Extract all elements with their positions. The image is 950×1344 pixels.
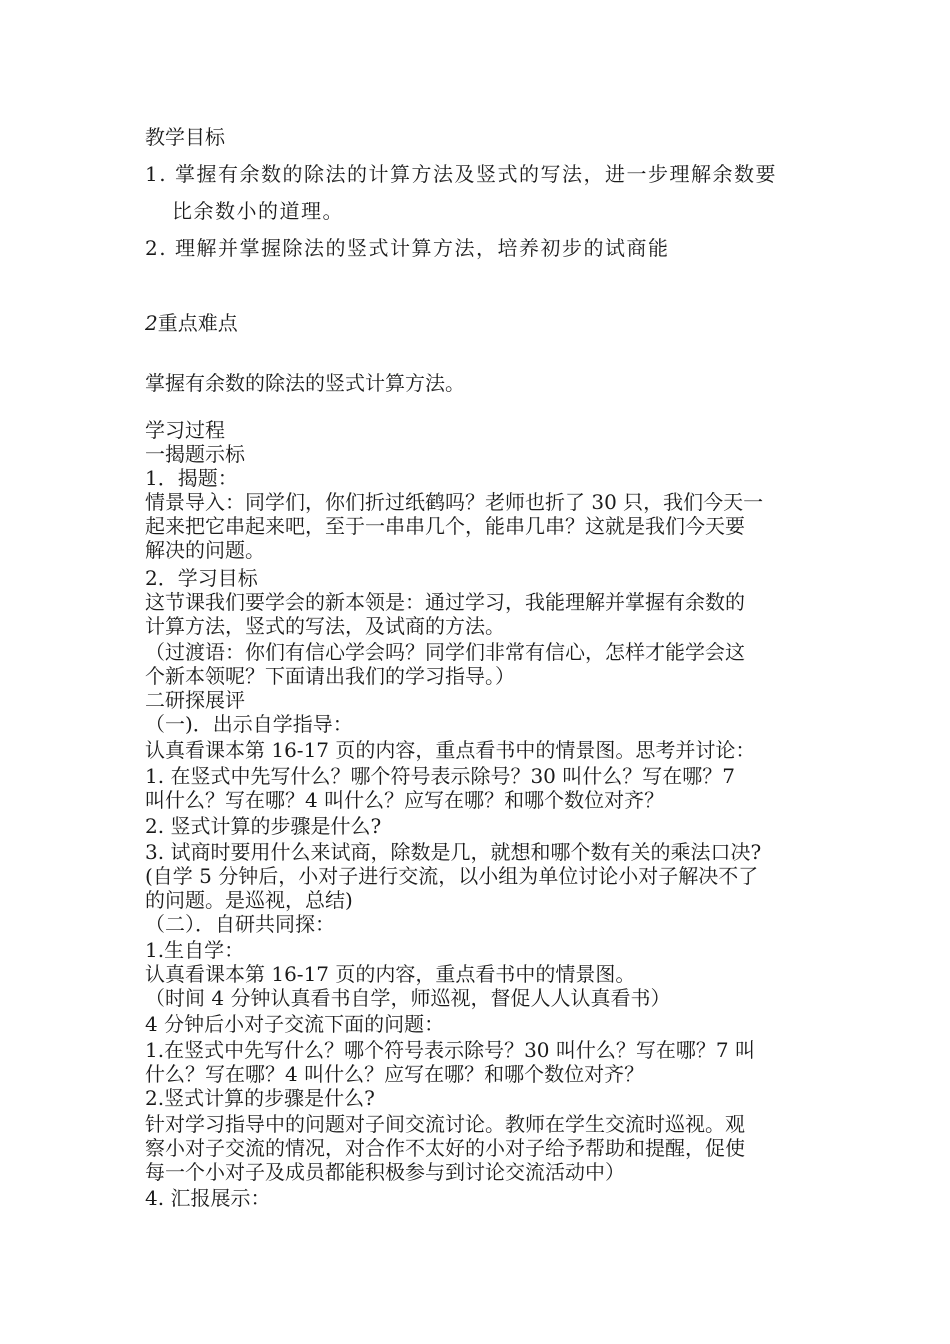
process-line: 1.生自学： — [145, 938, 245, 962]
process-line: （二）．自研共同探： — [145, 912, 335, 936]
heading-key-points — [145, 311, 238, 335]
process-line: 1. 在竖式中先写什么？哪个符号表示除号？30 叫什么？写在哪？7 — [145, 764, 735, 788]
process-line: 1．揭题： — [145, 466, 238, 490]
key-points-number: 2 — [145, 311, 158, 335]
process-line: 每一个小对子及成员都能积极参与到讨论交流活动中） — [145, 1160, 625, 1184]
process-line: 认真看课本第 16-17 页的内容，重点看书中的情景图。思考并讨论： — [145, 738, 756, 762]
process-line: 二研探展评 — [145, 688, 245, 712]
process-line: 2. 竖式计算的步骤是什么? — [145, 814, 382, 838]
process-line: 针对学习指导中的问题对子间交流讨论。教师在学生交流时巡视。观 — [145, 1112, 745, 1136]
process-line: 个新本领呢？下面请出我们的学习指导。） — [145, 664, 515, 688]
process-line: 情景导入：同学们，你们折过纸鹤吗？老师也折了 30 只，我们今天一 — [145, 490, 764, 514]
key-points-body: 掌握有余数的除法的竖式计算方法。 — [145, 371, 465, 395]
key-points-label: 重点难点 — [157, 311, 238, 335]
process-line: 起来把它串起来吧，至于一串串几个，能串几串？这就是我们今天要 — [145, 514, 745, 538]
heading-learning-process: 学习过程 — [145, 418, 225, 442]
goal-item-1-line-1: 1. 掌握有余数的除法的计算方法及竖式的写法，进一步理解余数要 — [145, 162, 777, 186]
process-line: 4 分钟后小对子交流下面的问题： — [145, 1012, 445, 1036]
process-line: 察小对子交流的情况，对合作不太好的小对子给予帮助和提醒，促使 — [145, 1136, 745, 1160]
process-line: 的问题。是巡视，总结) — [145, 888, 353, 912]
heading-teaching-goals: 教学目标 — [145, 125, 225, 149]
process-line: 2．学习目标 — [145, 566, 258, 590]
goal-item-2: 2. 理解并掌握除法的竖式计算方法，培养初步的试商能 — [145, 236, 670, 260]
process-line: 2.竖式计算的步骤是什么? — [145, 1086, 375, 1110]
process-line: 解决的问题。 — [145, 538, 265, 562]
process-line: 一揭题示标 — [145, 442, 245, 466]
process-line: 1.在竖式中先写什么？哪个符号表示除号？30 叫什么？写在哪？7 叫 — [145, 1038, 755, 1062]
process-line: 3. 试商时要用什么来试商，除数是几，就想和哪个数有关的乘法口决? — [145, 840, 762, 864]
process-line: 4. 汇报展示： — [145, 1186, 271, 1210]
process-line: （时间 4 分钟认真看书自学，师巡视，督促人人认真看书） — [145, 986, 671, 1010]
process-line: （一)．出示自学指导： — [145, 712, 353, 736]
process-line: 认真看课本第 16-17 页的内容，重点看书中的情景图。 — [145, 962, 636, 986]
goal-item-1-line-2: 比余数小的道理。 — [172, 199, 344, 223]
process-line: 什么？写在哪？4 叫什么？应写在哪？和哪个数位对齐？ — [145, 1062, 645, 1086]
process-line: 这节课我们要学会的新本领是：通过学习，我能理解并掌握有余数的 — [145, 590, 745, 614]
process-line: 叫什么？写在哪？4 叫什么？应写在哪？和哪个数位对齐？ — [145, 788, 665, 812]
process-line: (自学 5 分钟后，小对子进行交流，以小组为单位讨论小对子解决不了 — [145, 864, 759, 888]
process-line: （过渡语：你们有信心学会吗？同学们非常有信心，怎样才能学会这 — [145, 640, 745, 664]
process-line: 计算方法，竖式的写法，及试商的方法。 — [145, 614, 505, 638]
